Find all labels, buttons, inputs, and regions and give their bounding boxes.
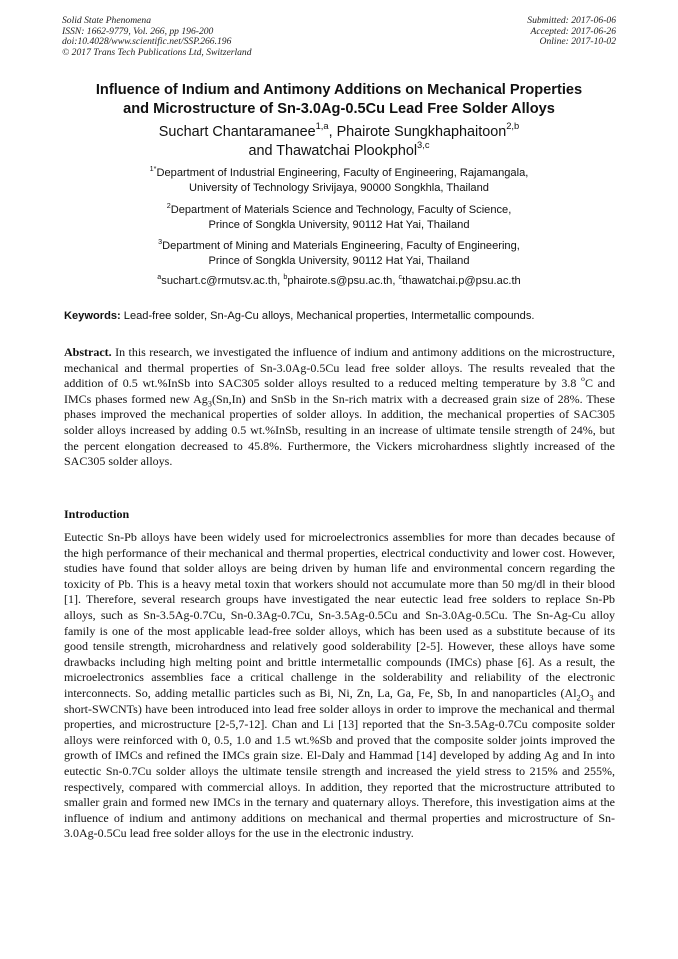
affiliation-superscript: 3	[158, 236, 163, 246]
affiliation-line: Department of Mining and Materials Engineering, Faculty of Engineering,	[162, 240, 520, 252]
affiliation-3	[40, 236, 638, 270]
author-name: Phairote Sungkhaphaitoon	[336, 124, 507, 140]
author-list: Suchart Chantaramanee$^{1,a}$, Phairote Sungkhaphaitoon$^{2,b}$ and Thawatchai Plookphol$^{3,c}$	[158, 121, 520, 159]
journal-doi: doi:10.4028/www.scientific.net/SSP.266.196	[62, 36, 232, 48]
affiliation-line: Department of Industrial Engineering, Faculty of Engineering, Rajamangala,	[156, 167, 529, 179]
author-superscript: 3,c	[417, 140, 430, 151]
title-line-2: and Microstructure of Sn-3.0Ag-0.5Cu Lead Free Solder Alloys	[123, 101, 555, 117]
email-address: phairote.s@psu.ac.th,	[287, 275, 399, 287]
affiliation-superscript: 2	[166, 200, 171, 210]
email-superscript: a	[157, 271, 162, 281]
journal-name: Solid State Phenomena	[62, 15, 151, 26]
section-heading-introduction: Introduction	[64, 507, 130, 521]
keywords	[64, 309, 534, 324]
introduction-text: Eutectic Sn-Pb alloys have been widely used for microelectronics assemblies for more than decades because of the high performance of their mechanical and thermal properties, electrical conductivity and lower cost. However, studies have found that solder alloys are being driven by human life and environmental concern regarding the toxicity of Pb. This is a heavy metal toxin that workers should not accumulate more than 50 mg/dl in their blood [1]. Therefore, several research groups have investigated the near eutectic lead free solders to replace Sn-Pb alloys, such as Sn-3.5Ag-0.7Cu, Sn-0.3Ag-0.7Cu, Sn-3.5Ag-0.5Cu and Sn-3.0Ag-0.5Cu. The Sn-Ag-Cu alloy family is one of the most applicable lead-free solder alloys, which has been used as a substitute because of its good tensile strength, microhardness and relatively good solderability [2-5]. However, these alloys have some drawbacks including high melting point and brittle intermetallic compounds (IMCs) phase [6]. As a result, the microelectronics assemblies face a critical challenge in the solderability and reliability of the electronic interconnects. So, adding metallic particles such as Bi, Ni, Zn, La, Ga, Fe, Sb, In and nanoparticles (Al	[64, 530, 615, 700]
subscript: 3	[589, 693, 594, 703]
journal-issn: ISSN: 1662-9779, Vol. 266, pp 196-200	[62, 25, 214, 37]
affiliation-line: Prince of Songkla University, 90112 Hat Yai, Thailand	[208, 255, 470, 268]
date-accepted: Accepted: 2017-06-26	[530, 25, 616, 37]
journal-copyright: © 2017 Trans Tech Publications Ltd, Switzerland	[62, 46, 252, 58]
abstract-text: C and IMCs phases formed new Ag	[64, 376, 615, 406]
email-address: suchart.c@rmutsv.ac.th,	[161, 275, 284, 287]
introduction-text: O	[580, 685, 590, 700]
abstract	[64, 345, 615, 470]
affiliation-1	[40, 163, 638, 197]
introduction-paragraph	[64, 530, 615, 842]
title-line-1: Influence of Indium and Antimony Additions on Mechanical Properties	[95, 82, 583, 98]
paper-title	[40, 81, 638, 119]
keywords-label: Keywords:	[64, 310, 121, 322]
subscript: 3	[207, 399, 212, 409]
abstract-text: (Sn,In) and SnSb in the Sn-rich matrix with a decreased grain size of 28%. These phases improved the mechanical properties of solder alloys. In addition, the mechanical properties of SAC305 solder alloys increased by adding 0.5 wt.%InSb, resulting in an increase of ultimate tensile strength of 24%, but the percent elongation decreased to 45.8%. Furthermore, the Vickers microhardness slightly increased of the SAC305 solder alloys.	[64, 391, 615, 469]
email-superscript: c	[398, 271, 403, 281]
email-superscript: b	[283, 271, 288, 281]
affiliation-line: Prince of Songkla University, 90112 Hat Yai, Thailand	[208, 219, 470, 232]
date-online: Online: 2017-10-02	[539, 36, 616, 48]
affiliation-2	[40, 200, 638, 234]
author-name: and Thawatchai Plookphol	[248, 143, 418, 159]
author-name: Suchart Chantaramanee	[158, 124, 316, 140]
degree-symbol: o	[581, 374, 585, 384]
affiliation-line: University of Technology Srivijaya, 90000 Songkhla, Thailand	[189, 182, 489, 195]
journal-info	[62, 16, 252, 58]
abstract-label: Abstract.	[64, 345, 112, 359]
abstract-text: In this research, we investigated the influence of indium and antimony additions on the microstructure, mechanical and thermal properties of Sn-3.0Ag-0.5Cu lead free solder alloys. The results revealed that the addition of 0.5 wt.%InSb into SAC305 solder alloys resulted to a reduced melting temperature by 3.8	[64, 345, 615, 391]
publication-dates	[527, 16, 616, 48]
affiliation-superscript: 1*	[149, 163, 157, 173]
affiliation-line: Department of Materials Science and Technology, Faculty of Science,	[170, 204, 512, 216]
email-address: thawatchai.p@psu.ac.th	[402, 275, 521, 287]
author-emails	[40, 271, 638, 289]
subscript: 2	[576, 693, 581, 703]
date-submitted: Submitted: 2017-06-06	[527, 15, 616, 26]
author-superscript: 2,b	[506, 121, 520, 132]
introduction-text: and short-SWCNTs) have been introduced into lead free solder alloys in order to improve the mechanical and thermal properties, and microstructure [2-5,7-12]. Chan and Li [13] reported that the Sn-3.5Ag-0.7Cu composite solder alloys were reinforced with 0, 0.5, 1.0 and 1.5 wt.%Sb and proved that the composite solder joints improved the growth of IMCs and refined the IMCs grain size. El-Daly and Hammad [14] developed by adding Ag and In into eutectic Sn-0.7Cu solder alloys the ultimate tensile strength and increased the yield stress to 215% and 255%, respectively, compared with commercial alloys. In addition, they reported that the microstructure attributed to smaller grain and formed new IMCs in the ternary and quaternary alloys. Therefore, this investigation aims at the influence of indium and antimony additions on mechanical and thermal properties and microstructure of Sn-3.0Ag-0.5Cu lead free solder alloys for the use in the electronic industry.	[64, 685, 616, 841]
author-superscript: 1,a	[315, 121, 329, 132]
keywords-text: Lead-free solder, Sn-Ag-Cu alloys, Mechanical properties, Intermetallic compounds.	[120, 310, 535, 322]
